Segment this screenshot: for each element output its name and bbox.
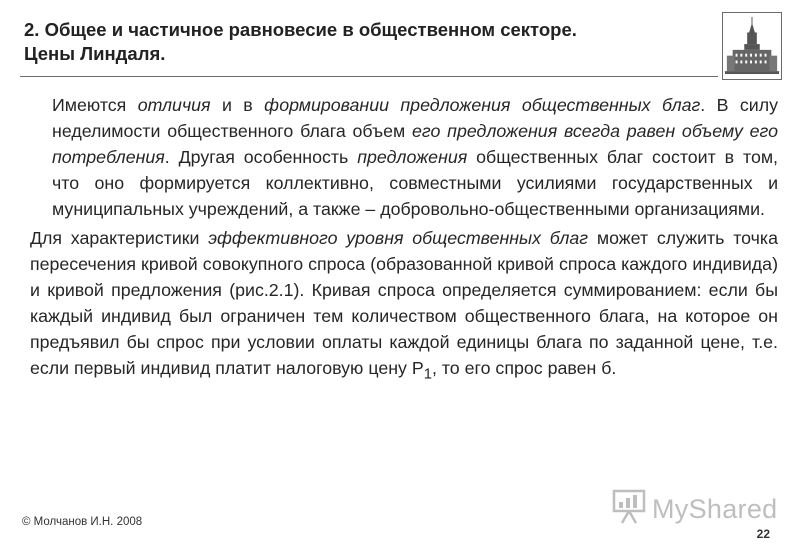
text-run: и в — [210, 95, 265, 115]
slide-title-line2: Цены Линдаля. — [24, 43, 166, 64]
text-run: Имеются — [52, 95, 138, 115]
italic-run: формировании предложения общественных благ — [264, 95, 701, 115]
paragraph-efficiency — [30, 225, 778, 388]
italic-run: предложения — [357, 147, 468, 167]
paragraph-supply — [30, 92, 778, 222]
text-run: может служить точка пересечения кривой совокупного спроса (образованной кривой спроса каждого индивида) и кривой предложения (рис.2.1). Кривая спроса определяется суммированием: если бы каждый индивид был ограничен тем количеством общественного блага, на которое он предъявил бы спрос при условии оплаты каждой единицы блага по заданной цене, т.е. если первый индивид платит налоговую цену Р — [30, 228, 778, 378]
university-building-icon — [722, 12, 782, 80]
italic-run: его предложения всегда равен объему его потребления — [52, 121, 778, 167]
text-run: , то его спрос равен б. — [431, 358, 617, 378]
italic-run: отличия — [137, 95, 211, 115]
slide-title — [24, 18, 704, 66]
presentation-board-icon — [612, 489, 646, 530]
watermark-text: MyShared — [652, 493, 778, 524]
slide-title-line1: 2. Общее и частичное равновесие в общественном секторе. — [24, 19, 577, 40]
italic-run: эффективного уровня общественных благ — [208, 228, 589, 248]
subscript: 1 — [423, 366, 432, 383]
footer-copyright: © Молчанов И.Н. 2008 — [22, 516, 143, 528]
text-run: общественных благ состоит в том, что оно формируется коллективно, совместными усилиями государственных и муниципальных учреждений, а также – добровольно-общественными организациями. — [52, 147, 778, 219]
text-run: Для характеристики — [30, 228, 209, 248]
text-run: . В силу неделимости общественного блага объем — [52, 95, 778, 141]
text-run: . Другая особенность — [164, 147, 358, 167]
watermark — [612, 490, 777, 528]
title-divider — [20, 76, 718, 77]
slide-body — [30, 92, 778, 388]
page-number: 22 — [756, 527, 770, 541]
